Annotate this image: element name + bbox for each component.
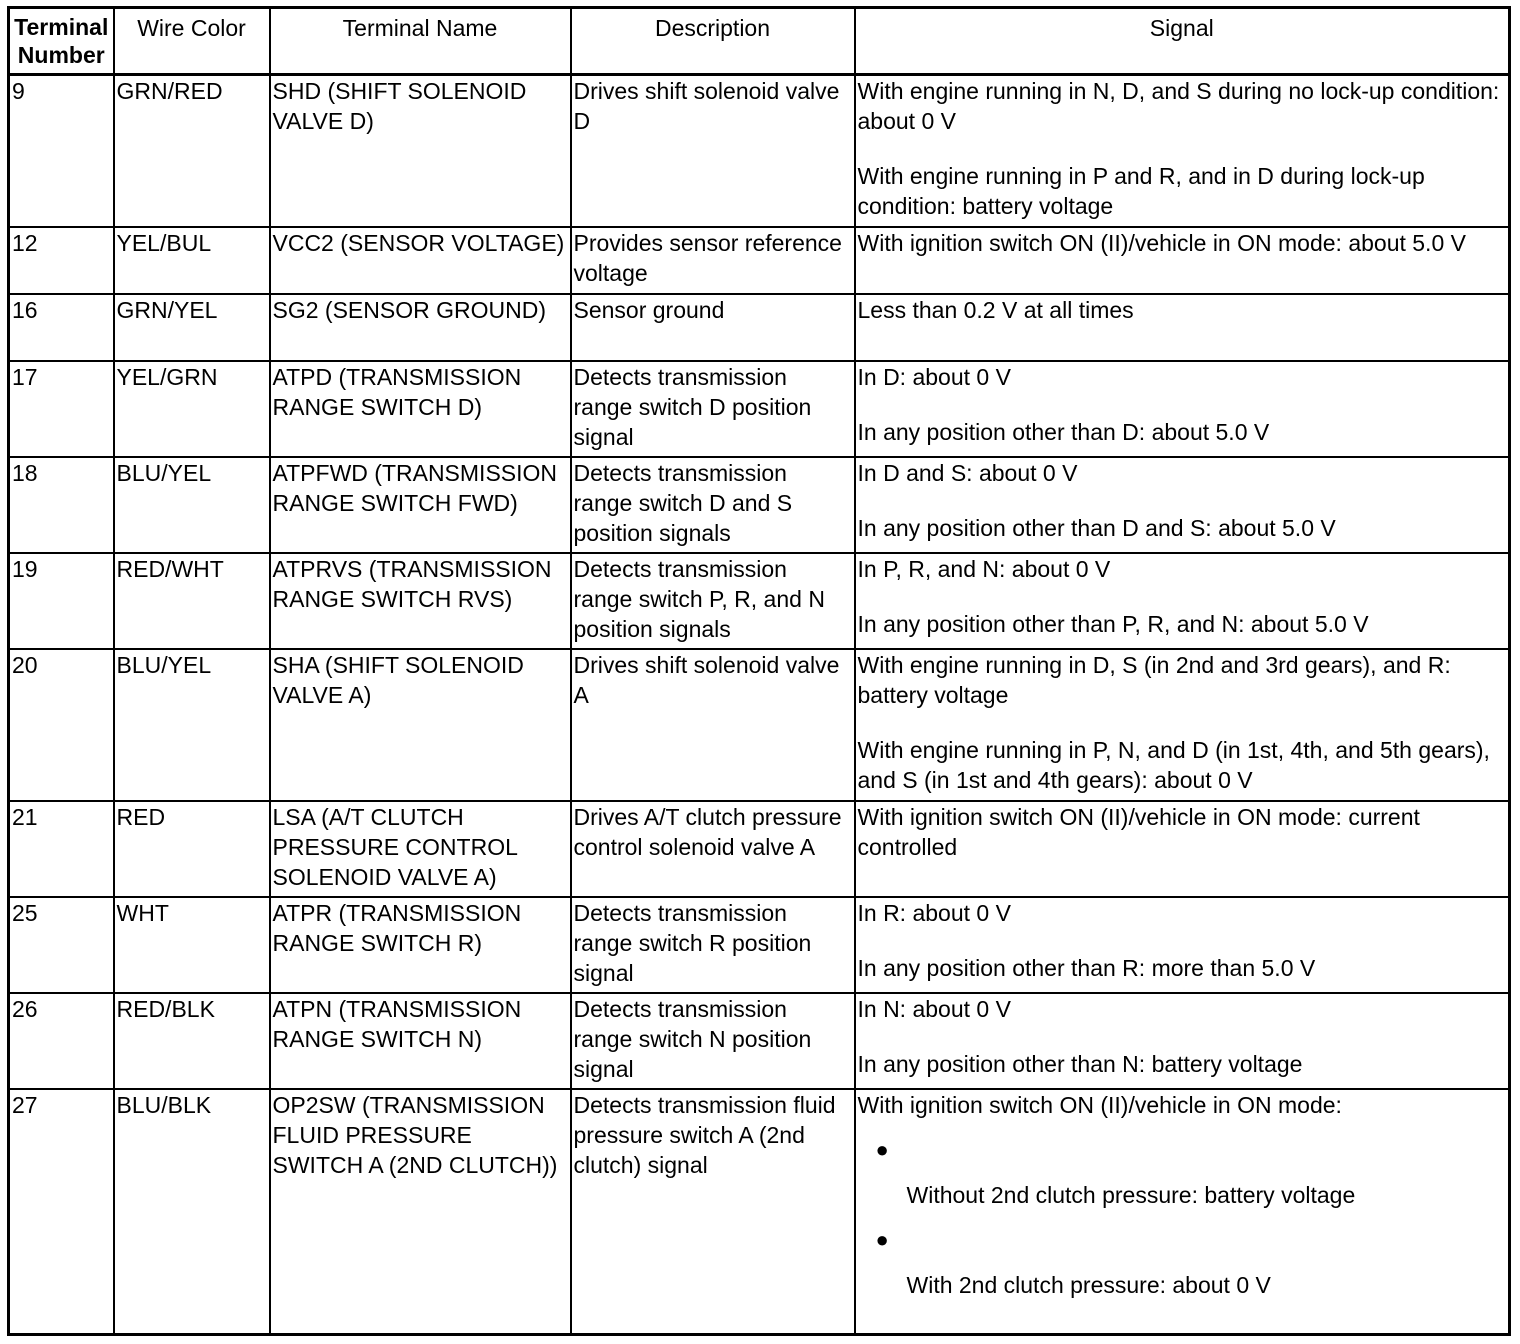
terminal-name: LSA (A/T CLUTCH PRESSURE CONTROL SOLENOID VALVE A) <box>270 801 571 897</box>
table-row <box>9 1089 1510 1335</box>
description: Sensor ground <box>571 294 855 361</box>
description: Detects transmission range switch R position signal <box>571 897 855 993</box>
terminal-name: ATPN (TRANSMISSION RANGE SWITCH N) <box>270 993 571 1089</box>
terminal-number: 16 <box>9 294 114 361</box>
signal-line: In any position other than D and S: about 5.0 V <box>857 514 1336 541</box>
signal-line: With ignition switch ON (II)/vehicle in ON mode: about 5.0 V <box>857 229 1466 256</box>
signal-line: With engine running in P and R, and in D during lock-up condition: battery voltage <box>857 163 1425 219</box>
description: Drives shift solenoid valve D <box>571 75 855 227</box>
terminal-number: 21 <box>9 801 114 897</box>
terminal-number: 20 <box>9 649 114 801</box>
signal <box>855 75 1510 227</box>
terminal-name: OP2SW (TRANSMISSION FLUID PRESSURE SWITCH A (2ND CLUTCH)) <box>270 1089 571 1335</box>
description: Detects transmission range switch D position signal <box>571 361 855 457</box>
terminal-number: 17 <box>9 361 114 457</box>
wire-color: GRN/RED <box>114 75 270 227</box>
bullet-list <box>858 1135 1507 1300</box>
signal-line: In any position other than R: more than 5.0 V <box>857 954 1316 981</box>
header-signal: Signal <box>855 8 1510 75</box>
terminal-name: VCC2 (SENSOR VOLTAGE) <box>270 227 571 294</box>
signal <box>855 649 1510 801</box>
signal-line: With ignition switch ON (II)/vehicle in ON mode: current controlled <box>857 803 1420 860</box>
signal-line: In D and S: about 0 V <box>857 459 1078 486</box>
wire-color: YEL/GRN <box>114 361 270 457</box>
description: Provides sensor reference voltage <box>571 227 855 294</box>
terminal-number: 19 <box>9 553 114 649</box>
wire-color: RED <box>114 801 270 897</box>
description: Detects transmission range switch P, R, and N position signals <box>571 553 855 649</box>
terminal-name: SG2 (SENSOR GROUND) <box>270 294 571 361</box>
description: Detects transmission range switch N position signal <box>571 993 855 1089</box>
description: Drives shift solenoid valve A <box>571 649 855 801</box>
signal-line: With engine running in D, S (in 2nd and 3rd gears), and R: battery voltage <box>857 651 1451 708</box>
signal <box>855 294 1510 361</box>
table-row <box>9 294 1510 361</box>
signal-line: In N: about 0 V <box>857 995 1011 1022</box>
wire-color: YEL/BUL <box>114 227 270 294</box>
signal <box>855 801 1510 897</box>
signal <box>855 553 1510 649</box>
terminal-number: 18 <box>9 457 114 553</box>
table-row <box>9 649 1510 801</box>
wire-color: BLU/YEL <box>114 649 270 801</box>
description: Drives A/T clutch pressure control solenoid valve A <box>571 801 855 897</box>
wire-color: WHT <box>114 897 270 993</box>
signal-line: With ignition switch ON (II)/vehicle in ON mode: <box>857 1091 1342 1118</box>
signal-line: Less than 0.2 V at all times <box>857 296 1134 323</box>
table-row <box>9 75 1510 227</box>
signal <box>855 227 1510 294</box>
header-description: Description <box>571 8 855 75</box>
table-row <box>9 801 1510 897</box>
wire-color: RED/BLK <box>114 993 270 1089</box>
bullet-dot-icon: ● <box>875 1136 889 1162</box>
wire-color: GRN/YEL <box>114 294 270 361</box>
terminal-table <box>7 6 1511 1336</box>
wire-color: BLU/YEL <box>114 457 270 553</box>
signal-line: In any position other than P, R, and N: about 5.0 V <box>857 610 1369 637</box>
signal-line: In D: about 0 V <box>857 363 1011 390</box>
terminal-number: 27 <box>9 1089 114 1335</box>
table-row <box>9 553 1510 649</box>
header-terminal-name: Terminal Name <box>270 8 571 75</box>
signal <box>855 457 1510 553</box>
bullet-text: With 2nd clutch pressure: about 0 V <box>906 1271 1271 1298</box>
terminal-name: ATPD (TRANSMISSION RANGE SWITCH D) <box>270 361 571 457</box>
signal <box>855 361 1510 457</box>
table-row <box>9 457 1510 553</box>
signal-line: With engine running in N, D, and S during no lock-up condition: about 0 V <box>857 78 1500 134</box>
header-terminal-number: Terminal Number <box>9 8 114 75</box>
terminal-name: ATPRVS (TRANSMISSION RANGE SWITCH RVS) <box>270 553 571 649</box>
signal-line: In any position other than N: battery voltage <box>857 1050 1303 1077</box>
signal <box>855 897 1510 993</box>
signal <box>855 993 1510 1089</box>
signal-line: With engine running in P, N, and D (in 1st, 4th, and 5th gears), and S (in 1st and 4th gears): about 0 V <box>857 736 1490 793</box>
bullet-dot-icon: ● <box>875 1226 889 1252</box>
terminal-number: 9 <box>9 75 114 227</box>
bullet-text: Without 2nd clutch pressure: battery voltage <box>906 1181 1356 1208</box>
signal-line: In R: about 0 V <box>857 899 1011 926</box>
header-wire-color: Wire Color <box>114 8 270 75</box>
wire-color: BLU/BLK <box>114 1089 270 1335</box>
terminal-number: 25 <box>9 897 114 993</box>
table-row <box>9 361 1510 457</box>
header-row <box>9 8 1510 75</box>
description: Detects transmission fluid pressure switch A (2nd clutch) signal <box>571 1089 855 1335</box>
description: Detects transmission range switch D and S position signals <box>571 457 855 553</box>
wire-color: RED/WHT <box>114 553 270 649</box>
terminal-name: SHD (SHIFT SOLENOID VALVE D) <box>270 75 571 227</box>
signal-line: In P, R, and N: about 0 V <box>857 555 1111 582</box>
table-row <box>9 227 1510 294</box>
terminal-name: ATPR (TRANSMISSION RANGE SWITCH R) <box>270 897 571 993</box>
terminal-name: SHA (SHIFT SOLENOID VALVE A) <box>270 649 571 801</box>
signal <box>855 1089 1510 1335</box>
table-row <box>9 993 1510 1089</box>
signal-line: In any position other than D: about 5.0 V <box>857 418 1270 445</box>
terminal-number: 12 <box>9 227 114 294</box>
terminal-number: 26 <box>9 993 114 1089</box>
table-row <box>9 897 1510 993</box>
terminal-name: ATPFWD (TRANSMISSION RANGE SWITCH FWD) <box>270 457 571 553</box>
